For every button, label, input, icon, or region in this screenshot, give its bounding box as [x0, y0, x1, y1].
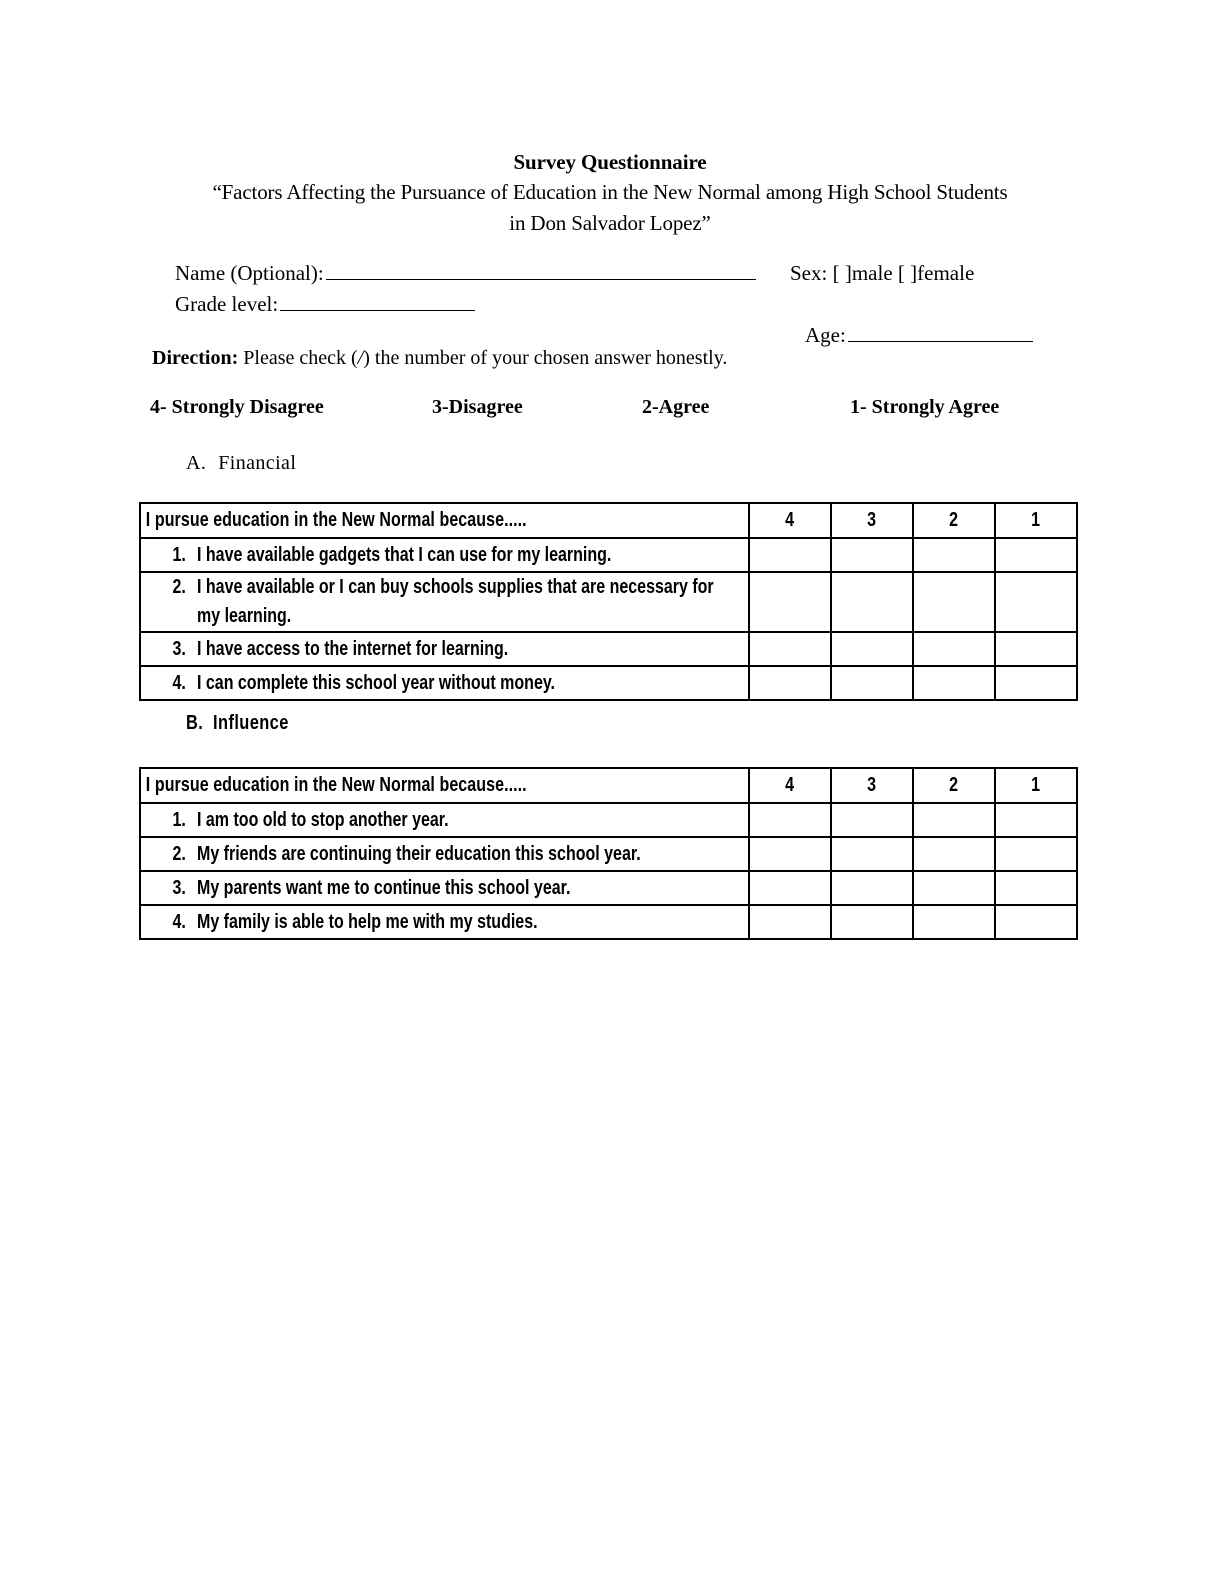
- table-a-item-3-answer-4[interactable]: [749, 632, 831, 666]
- table-a-col-header-4: 4: [749, 503, 831, 538]
- table-a-col-header-1: 1: [995, 503, 1077, 538]
- page-subtitle-line2: in Don Salvador Lopez”: [509, 211, 711, 235]
- table-a-item-4-answer-3[interactable]: [831, 666, 913, 700]
- table-b-item-3-answer-1[interactable]: [995, 871, 1077, 905]
- table-b-item-3-answer-4[interactable]: [749, 871, 831, 905]
- table-header-row: [140, 503, 1077, 538]
- item-text: I have available or I can buy schools supplies that are necessary for my learning.: [197, 576, 714, 627]
- section-heading-influence: [186, 712, 289, 735]
- sex-female-label: female: [917, 261, 975, 285]
- table-b-header-statement: I pursue education in the New Normal because.....: [140, 768, 749, 803]
- table-a-item-2-answer-2[interactable]: [913, 572, 995, 632]
- scale-item-4: 4- Strongly Disagree: [150, 396, 324, 418]
- table-b-item-2-answer-4[interactable]: [749, 837, 831, 871]
- table-a-col-header-3: 3: [831, 503, 913, 538]
- section-b-letter: B.: [186, 712, 204, 734]
- check-mark-symbol: /: [357, 347, 364, 369]
- table-a-header-statement: I pursue education in the New Normal because.....: [140, 503, 749, 538]
- sex-field: [790, 258, 974, 289]
- table-b-col-header-2: 2: [913, 768, 995, 803]
- likert-table-financial: [139, 502, 1078, 701]
- page-subtitle-line1: “Factors Affecting the Pursuance of Education in the New Normal among High School Students: [212, 180, 1008, 204]
- table-a-col-header-2: 2: [913, 503, 995, 538]
- item-text: My friends are continuing their education this school year.: [197, 842, 641, 865]
- table-a-item-2-answer-1[interactable]: [995, 572, 1077, 632]
- direction-text-before: Please check (: [243, 347, 358, 369]
- section-a-letter: A.: [186, 452, 207, 474]
- item-number: 1.: [172, 543, 186, 566]
- item-text: My family is able to help me with my studies.: [197, 910, 538, 933]
- table-a-item-1-answer-1[interactable]: [995, 538, 1077, 572]
- rating-scale-legend: [150, 396, 1080, 426]
- table-a-item-2-answer-3[interactable]: [831, 572, 913, 632]
- table-a-item-3-answer-1[interactable]: [995, 632, 1077, 666]
- table-b-item-1: [140, 803, 749, 837]
- sex-label: Sex:: [790, 261, 828, 285]
- table-row: [140, 905, 1077, 939]
- table-b-item-3-answer-3[interactable]: [831, 871, 913, 905]
- name-input[interactable]: [326, 261, 756, 280]
- table-b-item-2-answer-1[interactable]: [995, 837, 1077, 871]
- item-number: 3.: [172, 876, 186, 899]
- table-a-item-1-answer-4[interactable]: [749, 538, 831, 572]
- section-heading-financial: [186, 452, 296, 475]
- item-text: I am too old to stop another year.: [197, 808, 449, 831]
- scale-item-2: 2-Agree: [642, 396, 710, 418]
- item-text: I have access to the internet for learning.: [197, 637, 509, 660]
- table-a-item-4-answer-4[interactable]: [749, 666, 831, 700]
- table-a-item-1: [140, 538, 749, 572]
- direction-label: Direction:: [152, 347, 239, 369]
- name-row: [175, 258, 1065, 289]
- table-a-item-3-answer-3[interactable]: [831, 632, 913, 666]
- table-row: [140, 803, 1077, 837]
- scale-item-3: 3-Disagree: [432, 396, 523, 418]
- table-b-item-1-answer-4[interactable]: [749, 803, 831, 837]
- respondent-info-block: [175, 258, 1065, 347]
- item-number: 4.: [172, 910, 186, 933]
- table-a-item-4: [140, 666, 749, 700]
- table-b-item-4: [140, 905, 749, 939]
- table-a-item-4-answer-1[interactable]: [995, 666, 1077, 700]
- table-b-item-1-answer-3[interactable]: [831, 803, 913, 837]
- table-b-item-1-answer-2[interactable]: [913, 803, 995, 837]
- table-b-item-4-answer-2[interactable]: [913, 905, 995, 939]
- table-b-item-2: [140, 837, 749, 871]
- table-a-item-2-answer-4[interactable]: [749, 572, 831, 632]
- table-row: [140, 538, 1077, 572]
- table-a-item-1-answer-2[interactable]: [913, 538, 995, 572]
- age-field: [805, 320, 1035, 351]
- item-number: 3.: [172, 637, 186, 660]
- table-b-col-header-1: 1: [995, 768, 1077, 803]
- table-row: [140, 871, 1077, 905]
- sex-male-checkbox[interactable]: [ ]: [832, 261, 852, 285]
- section-a-name: Financial: [218, 452, 297, 474]
- table-b-item-2-answer-3[interactable]: [831, 837, 913, 871]
- table-row: [140, 666, 1077, 700]
- table-a-item-1-answer-3[interactable]: [831, 538, 913, 572]
- likert-table-influence: [139, 767, 1078, 940]
- item-number: 2.: [172, 842, 186, 865]
- table-b-item-3-answer-2[interactable]: [913, 871, 995, 905]
- grade-level-input[interactable]: [280, 292, 475, 311]
- table-b-item-2-answer-2[interactable]: [913, 837, 995, 871]
- item-text: I have available gadgets that I can use for my learning.: [197, 543, 612, 566]
- item-number: 2.: [172, 576, 186, 598]
- age-input[interactable]: [848, 323, 1033, 342]
- table-row: [140, 572, 1077, 632]
- item-text: I can complete this school year without money.: [197, 671, 555, 694]
- table-b-item-1-answer-1[interactable]: [995, 803, 1077, 837]
- item-text: My parents want me to continue this school year.: [197, 876, 571, 899]
- age-label: Age:: [805, 323, 846, 347]
- table-row: [140, 632, 1077, 666]
- table-b-item-4-answer-4[interactable]: [749, 905, 831, 939]
- table-header-row: [140, 768, 1077, 803]
- table-b-item-4-answer-3[interactable]: [831, 905, 913, 939]
- item-number: 4.: [172, 671, 186, 694]
- table-a-item-2: [140, 572, 749, 632]
- name-label: Name (Optional):: [175, 261, 324, 285]
- direction-text-after: ) the number of your chosen answer honestly.: [363, 347, 728, 369]
- section-b-name: Influence: [213, 712, 289, 734]
- sex-male-label: male: [851, 261, 893, 285]
- sex-female-checkbox[interactable]: [ ]: [897, 261, 918, 285]
- scale-item-1: 1- Strongly Agree: [850, 396, 1000, 418]
- table-b-item-3: [140, 871, 749, 905]
- item-number: 1.: [172, 808, 186, 831]
- table-a-item-3: [140, 632, 749, 666]
- table-b-col-header-4: 4: [749, 768, 831, 803]
- page-title: Survey Questionnaire: [513, 150, 707, 174]
- grade-level-label: Grade level:: [175, 292, 279, 316]
- table-row: [140, 837, 1077, 871]
- direction-line: [152, 344, 727, 372]
- table-a-item-4-answer-2[interactable]: [913, 666, 995, 700]
- title-block: [140, 148, 1080, 239]
- grade-row: [175, 289, 1065, 347]
- table-b-col-header-3: 3: [831, 768, 913, 803]
- table-a-item-3-answer-2[interactable]: [913, 632, 995, 666]
- table-b-item-4-answer-1[interactable]: [995, 905, 1077, 939]
